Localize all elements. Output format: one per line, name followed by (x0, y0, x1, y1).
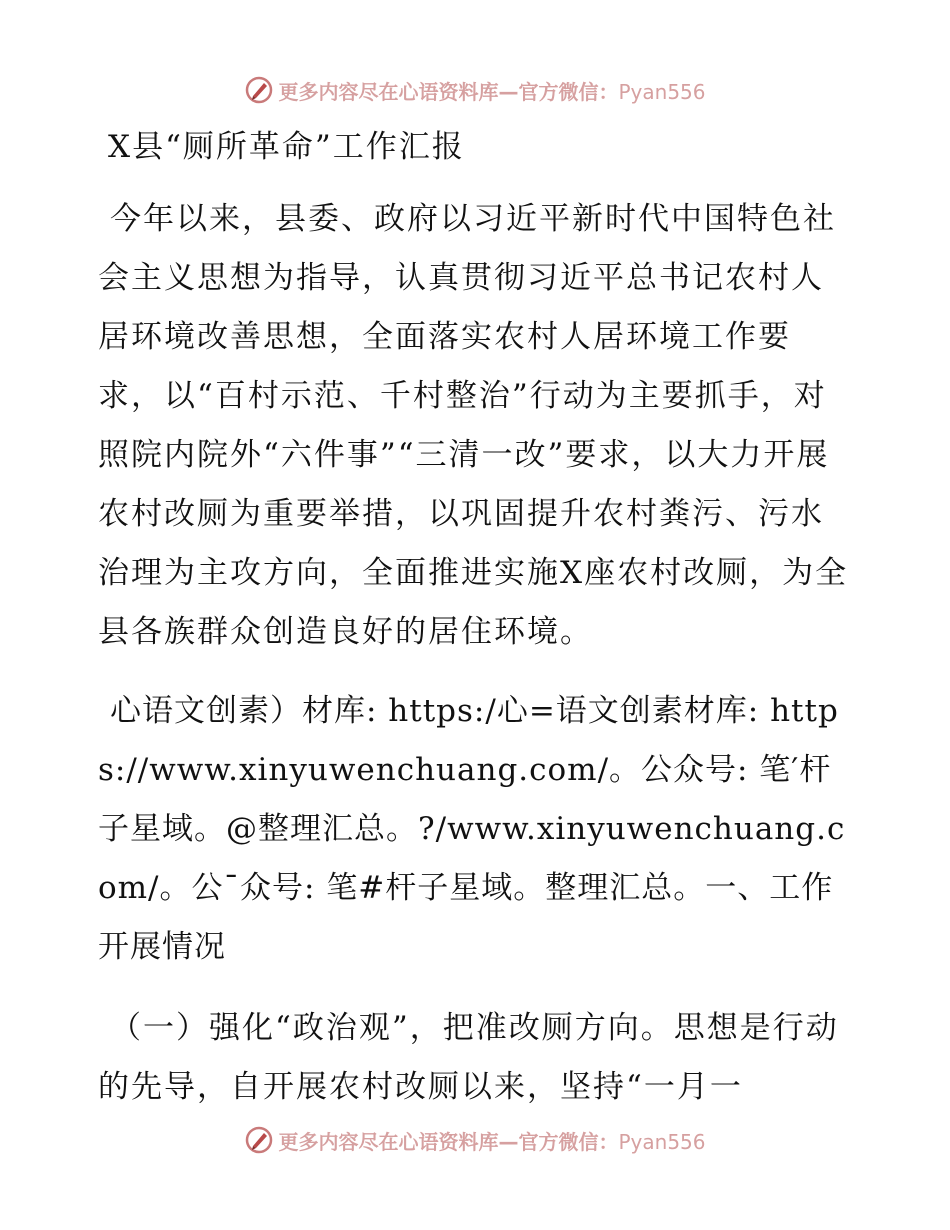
pen-logo-icon (244, 75, 274, 105)
header-banner (0, 70, 950, 110)
banner-wechat-id: Pyan556 (618, 79, 706, 104)
footer-banner (0, 1120, 950, 1160)
banner-text (278, 1126, 705, 1155)
document-title: X县“厕所革命”工作汇报 (108, 129, 465, 165)
banner-label: 更多内容尽在心语资料库—官方微信： (278, 1129, 619, 1154)
paragraph-intro: 今年以来，县委、政府以习近平新时代中国特色社会主义思想为指导，认真贯彻习近平总书记农村人居环境改善思想，全面落实农村人居环境工作要求，以“百村示范、千村整治”行动为主要抓手，对照院内院外“六件事”“三清一改”要求，以大力开展农村改厕为重要举措，以巩固提升农村粪污、污水治理为主攻方向，全面推进实施X座农村改厕，为全县各族群众创造良好的居住环境。 (98, 201, 849, 650)
paragraph-source-notice: 心语文创素）材库: https:/心=语文创素材库: https://www.xinyuwenchuang.com/。公众号: 笔′杆子星域。@整理汇总。?/www.xinyuwenchuang.com/。公¯众号: 笔#杆子星域。整理汇总。一、工作开展情况 (98, 693, 846, 965)
pen-logo-icon (244, 1125, 274, 1155)
paragraph-section-one: （一）强化“政治观”，把准改厕方向。思想是行动的先导，自开展农村改厕以来，坚持“一月一 (98, 1010, 839, 1105)
banner-wechat-id: Pyan556 (618, 1129, 706, 1154)
document-body (98, 120, 850, 1117)
banner-label: 更多内容尽在心语资料库—官方微信： (278, 79, 619, 104)
banner-text (278, 76, 705, 105)
